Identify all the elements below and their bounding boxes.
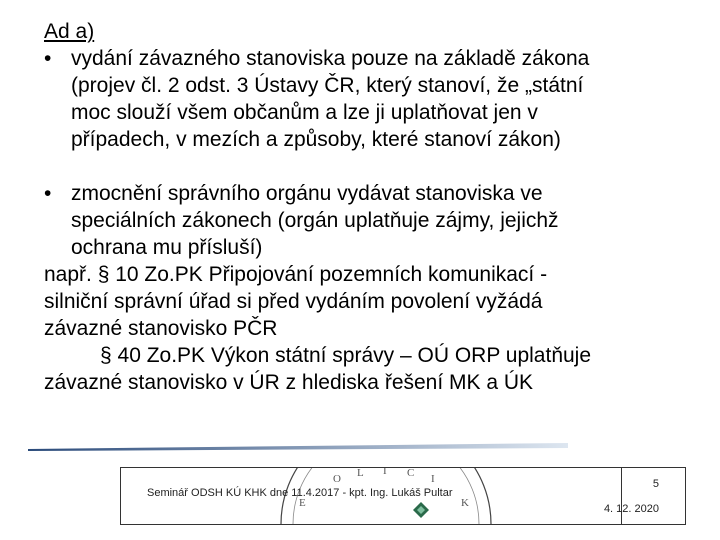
svg-text:I: I [431,473,435,485]
svg-text:O: O [333,473,341,485]
bullet-line: zmocnění správního orgánu vydávat stanoviska ve [71,182,543,205]
bullet-item-1 [44,45,684,153]
slide-heading: Ad a) [44,20,95,43]
bullet-item-2 [44,180,684,261]
example-line: např. § 10 Zo.PK Připojování pozemních komunikací - [44,263,548,286]
footer-seminar-text: Seminář ODSH KÚ KHK dne 11.4.2017 - kpt. Ing. Lukáš Pultar [147,487,453,499]
example-line-indented: § 40 Zo.PK Výkon státní správy – OÚ ORP uplatňuje [100,344,592,367]
example-line: závazné stanovisko v ÚR z hlediska řešení MK a ÚK [44,371,534,394]
svg-text:K: K [461,497,469,509]
svg-text:L: L [357,468,364,479]
svg-text:E: E [299,497,306,509]
footer [120,467,686,525]
bullet-line: případech, v mezích a způsoby, které stanoví zákon) [71,128,561,151]
page-number: 5 [652,478,659,490]
example-line: závazné stanovisko PČR [44,317,278,340]
bullet-line: moc slouží všem občanům a lze ji uplatňovat jen v [71,101,538,124]
svg-text:C: C [407,468,415,479]
bullet-marker: • [44,47,52,70]
decorative-rule [28,443,568,451]
bullet-line: vydání závazného stanoviska pouze na základě zákona [71,47,590,70]
bullet-line: speciálních zákonech (orgán uplatňuje zájmy, jejichž [71,209,559,232]
example-line: silniční správní úřad si před vydáním povolení vyžádá [44,290,543,313]
slide-content [44,18,684,396]
svg-text:I: I [383,468,387,477]
footer-divider [621,468,622,524]
bullet-line: (projev čl. 2 odst. 3 Ústavy ČR, který stanoví, že „státní [71,74,584,97]
bullet-marker: • [44,182,52,205]
footer-date: 4. 12. 2020 [603,503,659,515]
bullet-line: ochrana mu přísluší) [71,236,263,259]
